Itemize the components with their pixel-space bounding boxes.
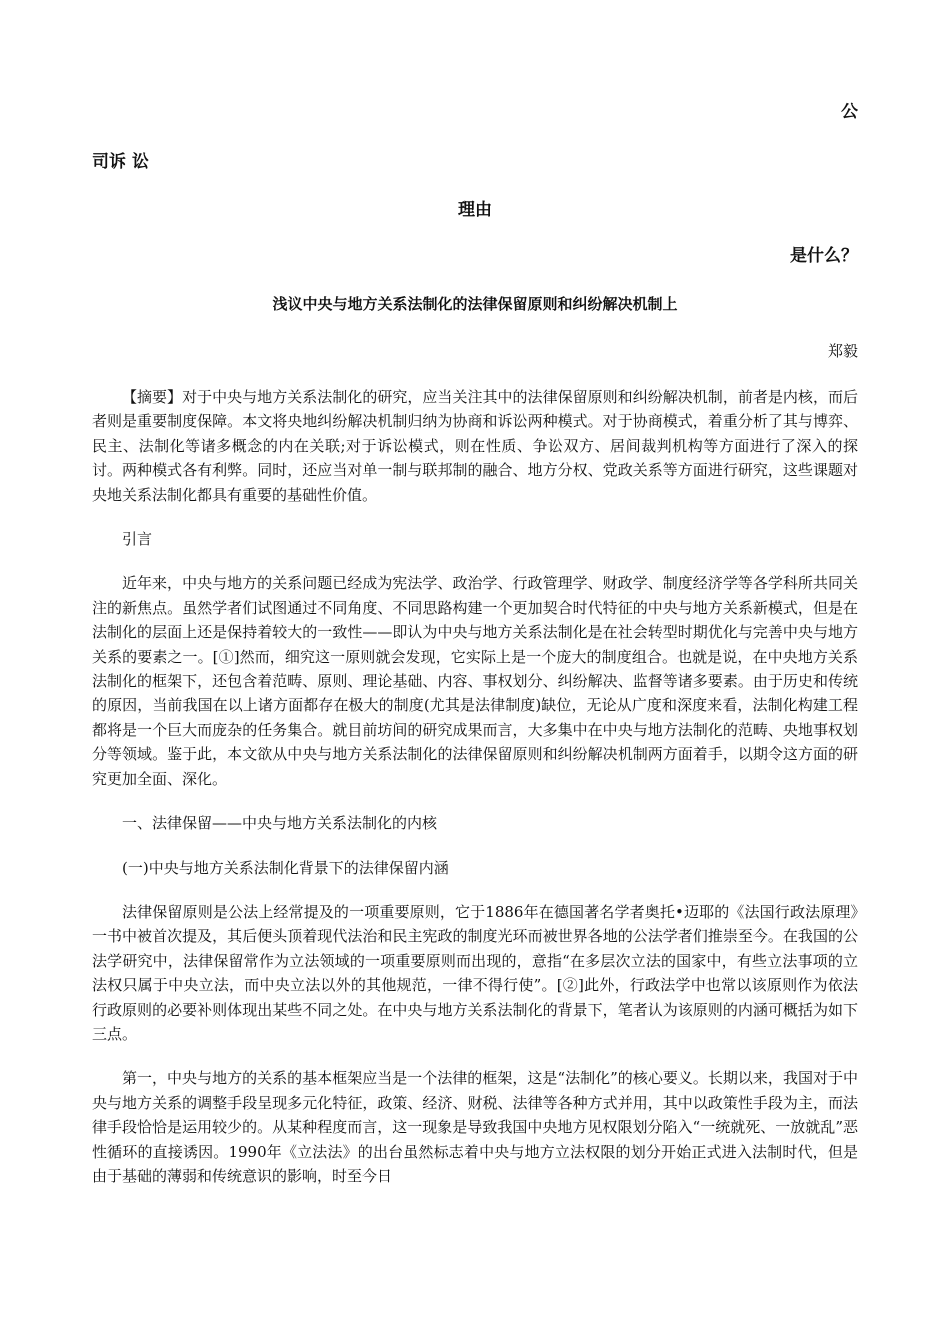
subsection-heading-1: (一)中央与地方关系法制化背景下的法律保留内涵 <box>122 858 449 877</box>
intro-paragraph: 近年来，中央与地方的关系问题已经成为宪法学、政治学、行政管理学、财政学、制度经济学等各学科所共同关注的新焦点。虽然学者们试图通过不同角度、不同思路构建一个更加契合时代特征的中央与地方关系新模式，但是在法制化的层面上还是保持着较大的一致性——即认为中央与地方关系法制化是在社会转型时期优化与完善中央与地方关系的要素之一。[①]然而，细究这一原则就会发现，它实际上是一个庞大的制度组合。也就是说，在中央地方关系法制化的框架下，还包含着范畴、原则、理论基础、内容、事权划分、纠纷解决、监督等诸多要素。由于历史和传统的原因，当前我国在以上诸方面都存在极大的制度(尤其是法律制度)缺位，无论从广度和深度来看，法制化构建工程都将是一个巨大而庞杂的任务集合。就目前坊间的研究成果而言，大多集中在中央与地方法制化的范畴、央地事权划分等领域。鉴于此，本文欲从中央与地方关系法制化的法律保留原则和纠纷解决机制两方面着手，以期令这方面的研究更加全面、深化。 <box>92 574 858 788</box>
heading-fragment-2: 司诉 讼 <box>92 152 149 172</box>
section-heading-intro: 引言 <box>122 530 153 549</box>
article-title: 浅议中央与地方关系法制化的法律保留原则和纠纷解决机制上 <box>272 295 678 313</box>
heading-fragment-3: 理由 <box>458 200 492 220</box>
heading-fragment-4: 是什么？ <box>790 246 858 266</box>
body-paragraph-2: 第一，中央与地方的关系的基本框架应当是一个法律的框架，这是“法制化”的核心要义。长期以来，我国对于中央与地方关系的调整手段呈现多元化特征，政策、经济、财税、法律等各种方式并用，其中以政策性手段为主，而法律手段恰恰是运用较少的。从某种程度而言，这一现象是导致我国中央地方见权限划分陷入“一统就死、一放就乱”恶性循环的直接诱因。1990年《立法法》的出台虽然标志着中央与地方立法权限的划分开始正式进入法制时代，但是由于基础的薄弱和传统意识的影响，时至今日 <box>92 1069 858 1185</box>
heading-fragment-1: 公 <box>841 102 858 122</box>
abstract-paragraph: 【摘要】对于中央与地方关系法制化的研究，应当关注其中的法律保留原则和纠纷解决机制，前者是内核，而后者则是重要制度保障。本文将央地纠纷解决机制归纳为协商和诉讼两种模式。对于协商模式，着重分析了其与博弈、民主、法制化等诸多概念的内在关联;对于诉讼模式，则在性质、争讼双方、居间裁判机构等方面进行了深入的探讨。两种模式各有利弊。同时，还应当对单一制与联邦制的融合、地方分权、党政关系等方面进行研究，这些课题对央地关系法制化都具有重要的基础性价值。 <box>92 388 858 504</box>
article-body <box>92 385 858 1188</box>
section-heading-1: 一、法律保留——中央与地方关系法制化的内核 <box>122 814 438 833</box>
author-name: 郑毅 <box>827 342 858 360</box>
body-paragraph-1: 法律保留原则是公法上经常提及的一项重要原则，它于1886年在德国著名学者奥托•迈耶的《法国行政法原理》一书中被首次提及，其后便头顶着现代法治和民主宪政的制度光环而被世界各地的公法学者们推崇至今。在我国的公法学研究中，法律保留常作为立法领域的一项重要原则而出现的，意指“在多层次立法的国家中，有些立法事项的立法权只属于中央立法，而中央立法以外的其他规范，一律不得行使”。[②]此外，行政法学中也常以该原则作为依法行政原则的必要补则体现出某些不同之处。在中央与地方关系法制化的背景下，笔者认为该原则的内涵可概括为如下三点。 <box>92 902 858 1043</box>
